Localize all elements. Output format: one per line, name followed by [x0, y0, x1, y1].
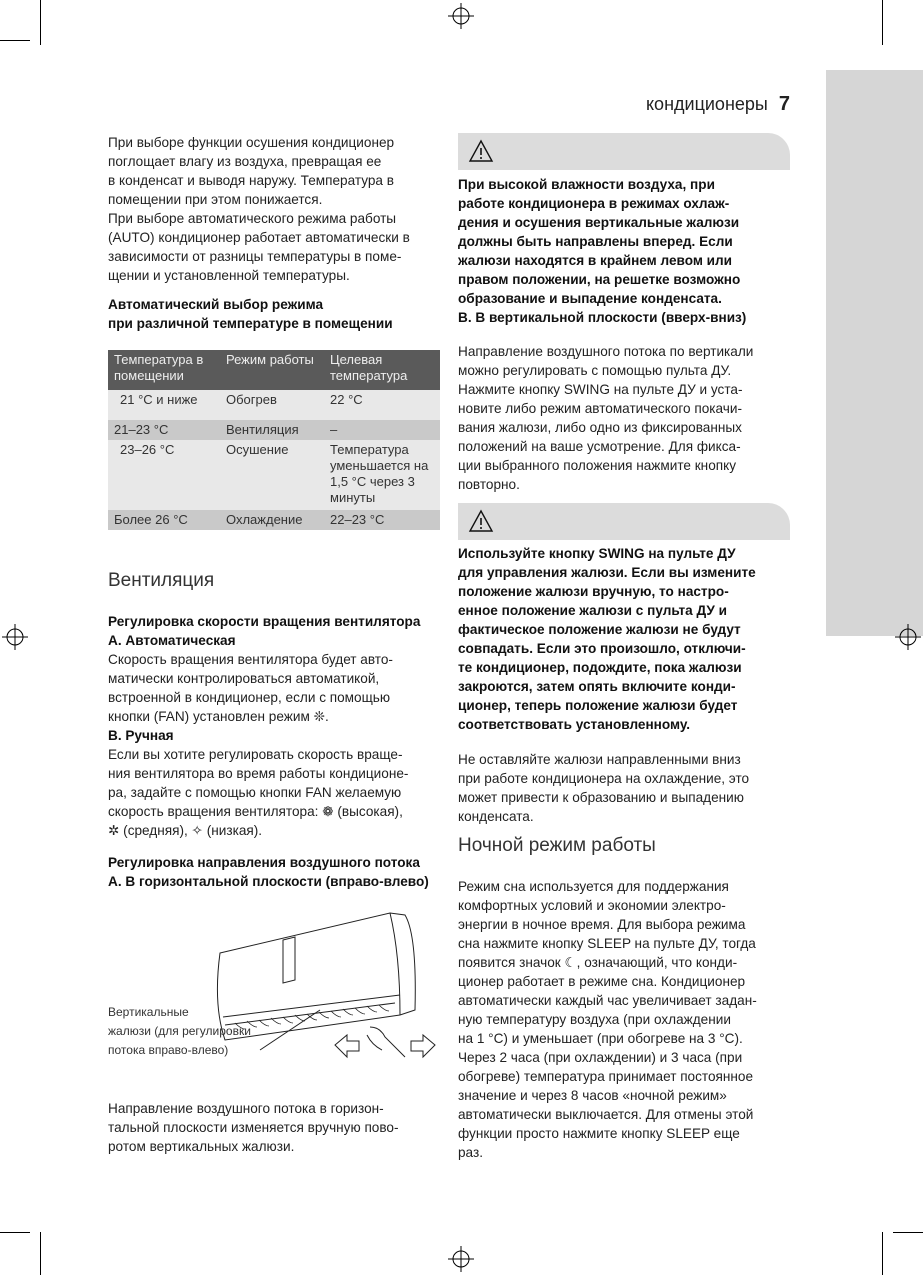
night-mode-title: Ночной режим работы [458, 835, 656, 856]
text-line: При выборе автоматического режима работы [108, 211, 397, 226]
text-line: Регулировка скорости вращения вентилятора [108, 614, 421, 629]
text-line: Скорость вращения вентилятора будет авто- [108, 652, 393, 667]
text-line: поглощает влагу из воздуха, превращая ее [108, 154, 382, 169]
figure-caption [108, 1003, 251, 1060]
text-line: В. Ручная [108, 728, 174, 743]
text-line: раз. [458, 1145, 483, 1160]
text-line: Нажмите кнопку SWING на пульте ДУ и уста- [458, 382, 743, 397]
crop-mark [882, 0, 883, 45]
text-line: ционер, теперь положение жалюзи будет [458, 698, 738, 713]
text-line: функции просто нажмите кнопку SLEEP еще [458, 1126, 740, 1141]
text-line: положений на ваше усмотрение. Для фикса- [458, 439, 741, 454]
speed-heading [108, 612, 420, 650]
auto-mode-heading [108, 295, 393, 333]
vertical-flow-paragraph [458, 342, 753, 494]
table-cell: Охлаждение [220, 510, 324, 530]
text-line: конденсата. [458, 809, 534, 824]
text-line: для управления жалюзи. Если вы измените [458, 565, 756, 580]
speed-manual-paragraph [108, 745, 408, 840]
text-line: можно регулировать с помощью пульта ДУ. [458, 363, 732, 378]
table-cell: – [324, 420, 440, 440]
text-line: ра, задайте с помощью кнопки FAN желаемую [108, 785, 402, 800]
table-cell: Более 26 °C [108, 510, 220, 530]
horizontal-flow-paragraph [108, 1099, 399, 1156]
crop-mark [893, 1232, 923, 1233]
manual-heading [108, 726, 174, 745]
text-line: правом положении, на решетке возможно [458, 272, 741, 287]
text-line: комфортных условий и экономии электро- [458, 898, 726, 913]
text-line: энергии в ночное время. Для выбора режима [458, 917, 746, 932]
text-line: матически контролироваться автоматикой, [108, 671, 380, 686]
text-line: ротом вертикальных жалюзи. [108, 1139, 295, 1154]
text-line: значение и через 8 часов «ночной режим» [458, 1088, 727, 1103]
warning-text-swing [458, 544, 756, 734]
warning-text-humidity [458, 175, 746, 327]
page-number: 7 [778, 93, 790, 115]
text-line: положение жалюзи вручную, то настро- [458, 584, 729, 599]
text-line: Если вы хотите регулировать скорость враще- [108, 747, 403, 762]
text-line: Вертикальные [108, 1005, 189, 1019]
text-line: при работе кондиционера на охлаждение, это [458, 771, 750, 786]
text-line: работе кондиционера в режимах охлаж- [458, 196, 730, 211]
table-cell: 21–23 °C [108, 420, 220, 440]
text-line: новите либо режим автоматического покачи- [458, 401, 742, 416]
text-line: Режим сна используется для поддержания [458, 879, 729, 894]
speed-auto-paragraph [108, 650, 393, 726]
warning-icon [468, 509, 494, 533]
text-line: При высокой влажности воздуха, при [458, 177, 715, 192]
text-line: на 1 °C) и уменьшает (при обогреве на 3 °C). [458, 1031, 743, 1046]
text-line: Используйте кнопку SWING на пульте ДУ [458, 546, 736, 561]
text-line: появится значок ☾, означающий, что конди- [458, 955, 738, 970]
text-line: Направление воздушного потока в горизон- [108, 1101, 384, 1116]
side-tab [826, 70, 923, 636]
text-line: образование и выпадение конденсата. [458, 291, 722, 306]
warning-banner [458, 503, 790, 540]
text-line: ✲ (средняя), ✧ (низкая). [108, 823, 263, 838]
crop-mark [882, 1232, 883, 1275]
table-cell: Температура уменьшается на 1,5 °C через 3 минуты [324, 440, 440, 510]
text-line: тальной плоскости изменяется вручную пово- [108, 1120, 399, 1135]
text-line: дения и осушения вертикальные жалюзи [458, 215, 740, 230]
ventilation-title: Вентиляция [108, 570, 215, 591]
text-line: обогреве) температура принимает постоянное [458, 1069, 754, 1084]
text-line: потока вправо-влево) [108, 1043, 229, 1057]
text-line: ния вентилятора во время работы кондиционе- [108, 766, 409, 781]
night-mode-paragraph [458, 877, 757, 1162]
text-line: повторно. [458, 477, 520, 492]
table-cell: Обогрев [220, 390, 324, 420]
text-line: может привести к образованию и выпадению [458, 790, 744, 805]
text-line: ционер работает в режиме сна. Кондиционер [458, 974, 746, 989]
text-line: (AUTO) кондиционер работает автоматически в [108, 230, 410, 245]
crop-mark [40, 1232, 41, 1275]
text-line: фактическое положение жалюзи не будут [458, 622, 741, 637]
text-line: ции выбранного положения нажмите кнопку [458, 458, 737, 473]
text-line: жалюзи (для регулировки [108, 1024, 251, 1038]
text-line: Через 2 часа (при охлаждении) и 3 часа (при [458, 1050, 743, 1065]
table-header: Температура в помещении [108, 350, 220, 390]
text-line: вания жалюзи, либо одно из фиксированных [458, 420, 742, 435]
text-line: щении и установленной температуры. [108, 268, 350, 283]
text-line: совпадать. Если это произошло, отключи- [458, 641, 746, 656]
text-line: В. В вертикальной плоскости (вверх-вниз) [458, 310, 747, 325]
table-cell: Осушение [220, 440, 324, 510]
text-line: соответствовать установленному. [458, 717, 691, 732]
text-line: Автоматический выбор режима [108, 297, 324, 312]
text-line: автоматически каждый час увеличивает задан- [458, 993, 757, 1008]
text-line: А. В горизонтальной плоскости (вправо-влево) [108, 874, 429, 889]
table-cell: 23–26 °C [108, 440, 220, 510]
text-line: в конденсат и выводя наружу. Температура в [108, 173, 394, 188]
intro-paragraph [108, 133, 410, 285]
text-line: те кондиционер, подождите, пока жалюзи [458, 660, 742, 675]
mode-table [108, 350, 440, 530]
warning-banner [458, 133, 790, 170]
text-line: А. Автоматическая [108, 633, 236, 648]
page-header [646, 93, 790, 116]
table-cell: 21 °C и ниже [108, 390, 220, 420]
text-line: При выборе функции осушения кондиционер [108, 135, 395, 150]
table-header: Режим работы [220, 350, 324, 390]
text-line: скорость вращения вентилятора: ❁ (высокая), [108, 804, 403, 819]
text-line: енное положение жалюзи с пульта ДУ и [458, 603, 727, 618]
text-line: сна нажмите кнопку SLEEP на пульте ДУ, тогда [458, 936, 756, 951]
table-header: Целевая температура [324, 350, 440, 390]
text-line: Регулировка направления воздушного потока [108, 855, 420, 870]
warning-icon [468, 139, 494, 163]
text-line: зависимости от разницы температуры в поме- [108, 249, 402, 264]
text-line: кнопки (FAN) установлен режим ❊. [108, 709, 329, 724]
louver-paragraph [458, 750, 749, 826]
registration-mark-icon [448, 3, 474, 29]
text-line: должны быть направлены вперед. Если [458, 234, 733, 249]
text-line: встроенной в кондиционер, если с помощью [108, 690, 391, 705]
direction-heading [108, 853, 429, 891]
text-line: Направление воздушного потока по вертикали [458, 344, 754, 359]
registration-mark-icon [448, 1246, 474, 1272]
crop-mark [0, 40, 30, 41]
text-line: автоматически выключается. Для отмены этой [458, 1107, 754, 1122]
crop-mark [40, 0, 41, 45]
crop-mark [0, 1232, 30, 1233]
table-cell: 22 °C [324, 390, 440, 420]
text-line: жалюзи находятся в крайнем левом или [458, 253, 733, 268]
table-cell: 22–23 °C [324, 510, 440, 530]
table-cell: Вентиляция [220, 420, 324, 440]
registration-mark-icon [2, 624, 28, 650]
text-line: ную температуру воздуха (при охлаждении [458, 1012, 731, 1027]
text-line: Не оставляйте жалюзи направленными вниз [458, 752, 741, 767]
registration-mark-icon [895, 624, 921, 650]
text-line: при различной температуре в помещении [108, 316, 393, 331]
text-line: закроются, затем опять включите конди- [458, 679, 736, 694]
header-title: кондиционеры [645, 94, 768, 114]
text-line: помещении при этом понижается. [108, 192, 323, 207]
